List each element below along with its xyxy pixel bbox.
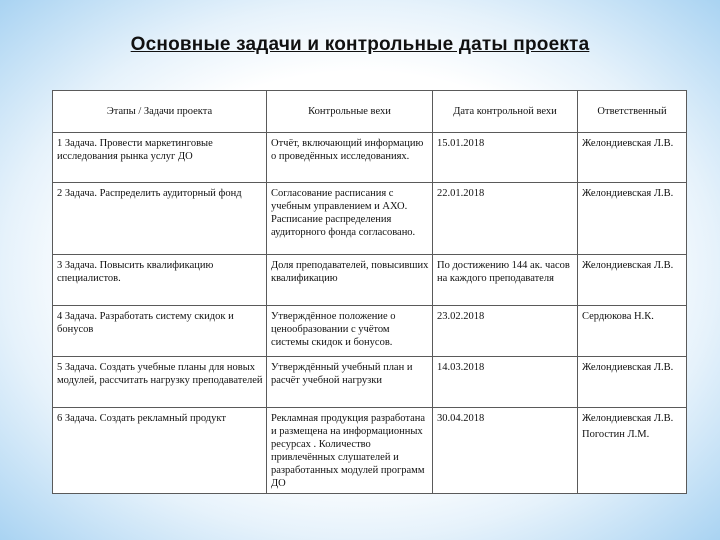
header-milestones: Контрольные вехи [267,91,433,133]
milestone-cell: Согласование расписания с учебным управлением и АХО. Расписание распределения аудиторного фонда согласовано. [267,183,433,255]
milestone-cell: Отчёт, включающий информацию о проведённых исследованиях. [267,133,433,183]
task-cell: 4 Задача. Разработать систему скидок и бонусов [53,306,267,357]
table-header-row [53,91,687,133]
responsible-cell: Желондиевская Л.В. [578,183,687,255]
responsible-cell: Желондиевская Л.В. [578,357,687,408]
task-cell: 3 Задача. Повысить квалификацию специалистов. [53,255,267,306]
table-row [53,255,687,306]
date-cell: 22.01.2018 [433,183,578,255]
responsible-cell [578,408,687,494]
task-cell: 1 Задача. Провести маркетинговые исследования рынка услуг ДО [53,133,267,183]
responsible-name-extra: Погостин Л.М. [582,429,650,440]
date-cell: 23.02.2018 [433,306,578,357]
table-row [53,306,687,357]
responsible-cell: Желондиевская Л.В. [578,255,687,306]
task-cell: 6 Задача. Создать рекламный продукт [53,408,267,494]
milestone-cell: Утверждённый учебный план и расчёт учебной нагрузки [267,357,433,408]
date-cell: По достижению 144 ак. часов на каждого преподавателя [433,255,578,306]
milestone-cell: Утверждённое положение о ценообразовании с учётом системы скидок и бонусов. [267,306,433,357]
header-tasks: Этапы / Задачи проекта [53,91,267,133]
table-row [53,133,687,183]
responsible-cell: Желондиевская Л.В. [578,133,687,183]
header-milestone-date: Дата контрольной вехи [433,91,578,133]
header-responsible: Ответственный [578,91,687,133]
task-cell: 2 Задача. Распределить аудиторный фонд [53,183,267,255]
table-row [53,183,687,255]
milestone-cell: Рекламная продукция разработана и размещена на информационных ресурсах . Количество привлечённых слушателей и разработанных модулей программ ДО [267,408,433,494]
task-cell: 5 Задача. Создать учебные планы для новых модулей, рассчитать нагрузку преподавателей [53,357,267,408]
date-cell: 15.01.2018 [433,133,578,183]
date-cell: 14.03.2018 [433,357,578,408]
table-row [53,408,687,494]
project-milestones-table [52,90,687,494]
slide-title: Основные задачи и контрольные даты проекта [130,34,590,55]
milestone-cell: Доля преподавателей, повысивших квалификацию [267,255,433,306]
date-cell: 30.04.2018 [433,408,578,494]
responsible-name: Желондиевская Л.В. [582,413,674,424]
responsible-cell: Сердюкова Н.К. [578,306,687,357]
table-row [53,357,687,408]
